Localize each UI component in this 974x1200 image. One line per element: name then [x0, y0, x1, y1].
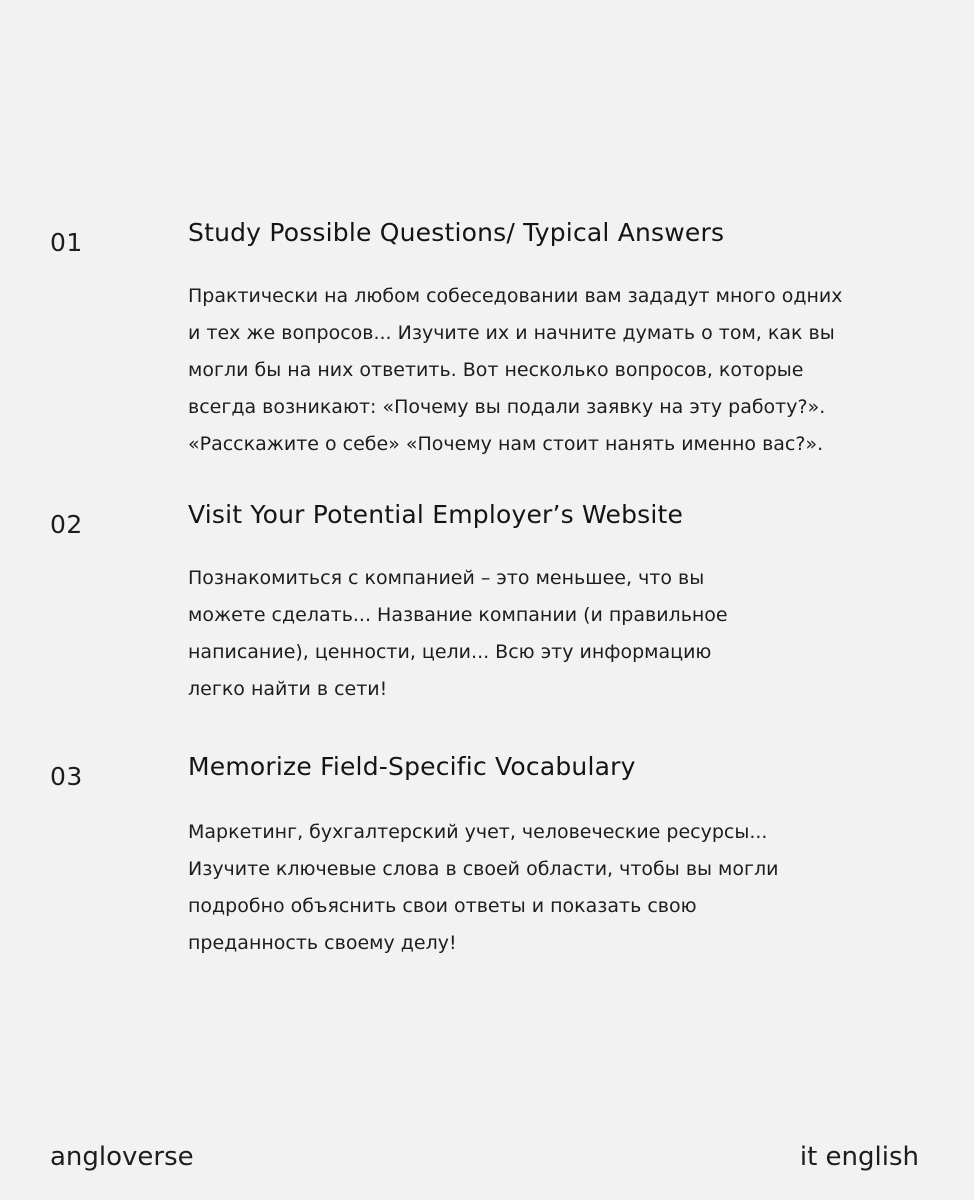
tip-body-line: Изучите ключевые слова в своей области, чтобы вы могли — [188, 858, 779, 880]
tip-body-line: и тех же вопросов... Изучите их и начните думать о том, как вы — [188, 322, 835, 344]
tip-body-line: Познакомиться с компанией – это меньшее, что вы — [188, 567, 705, 589]
brand-tagline: it english — [799, 1142, 919, 1172]
tip-body — [188, 814, 918, 962]
tip-number: 02 — [50, 510, 83, 539]
tip-number: 03 — [50, 762, 83, 791]
tip-body-line: можете сделать... Название компании (и правильное — [188, 604, 728, 626]
tip-body — [188, 278, 918, 463]
tip-body-line: «Расскажите о себе» «Почему нам стоит нанять именно вас?». — [188, 433, 824, 455]
tip-number: 01 — [50, 228, 83, 257]
tip-body-line: Маркетинг, бухгалтерский учет, человеческие ресурсы... — [188, 821, 768, 843]
tip-body-line: подробно объяснить свои ответы и показать свою — [188, 895, 697, 917]
brand-name: angloverse — [50, 1142, 194, 1172]
tip-body-line: всегда возникают: «Почему вы подали заявку на эту работу?». — [188, 396, 826, 418]
tip-body-line: преданность своему делу! — [188, 932, 457, 954]
tip-title: Visit Your Potential Employer’s Website — [188, 500, 684, 529]
tip-body-line: написание), ценности, цели... Всю эту информацию — [188, 641, 712, 663]
tip-body-line: Практически на любом собеседовании вам зададут много одних — [188, 285, 843, 307]
tip-title: Study Possible Questions/ Typical Answers — [188, 218, 725, 247]
tip-body-line: могли бы на них ответить. Вот несколько вопросов, которые — [188, 359, 804, 381]
tip-title: Memorize Field-Specific Vocabulary — [188, 752, 636, 781]
tip-body-line: легко найти в сети! — [188, 678, 388, 700]
tip-body — [188, 560, 918, 708]
